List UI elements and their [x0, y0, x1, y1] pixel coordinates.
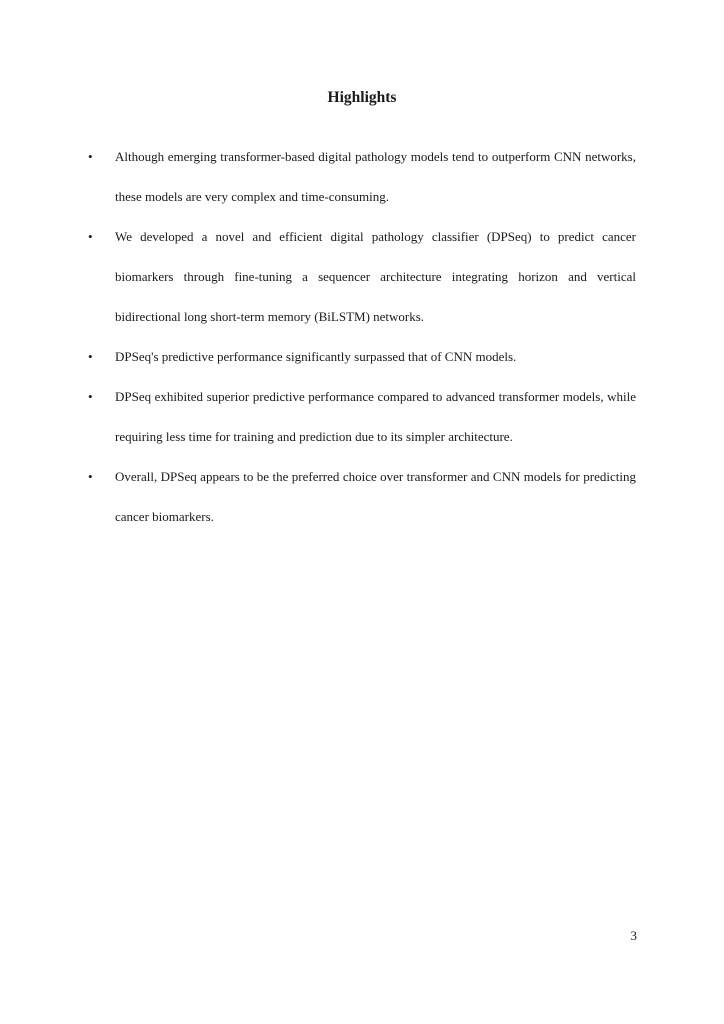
bullet-icon: • [88, 349, 93, 364]
bullet-icon: • [88, 229, 93, 244]
highlight-text: DPSeq exhibited superior predictive performance compared to advanced transformer models, while requiring less time for training and prediction due to its simpler architecture. [115, 389, 636, 444]
highlight-text: Overall, DPSeq appears to be the preferred choice over transformer and CNN models for predicting cancer biomarkers. [115, 469, 636, 524]
highlight-text: We developed a novel and efficient digital pathology classifier (DPSeq) to predict cancer biomarkers through fine-tuning a sequencer architecture integrating horizon and vertical bidirectional long short-term memory (BiLSTM) networks. [115, 229, 636, 324]
page-number: 3 [630, 928, 637, 943]
highlight-item [0, 377, 724, 457]
highlight-item [0, 457, 724, 537]
bullet-icon: • [88, 149, 93, 164]
highlight-text: DPSeq's predictive performance significantly surpassed that of CNN models. [115, 349, 517, 364]
highlight-item [0, 217, 724, 337]
highlight-text: Although emerging transformer-based digital pathology models tend to outperform CNN networks, these models are very complex and time-consuming. [115, 149, 636, 204]
bullet-icon: • [88, 469, 93, 484]
highlights-list [0, 137, 724, 537]
highlight-item [0, 337, 724, 377]
page-title: Highlights [327, 89, 397, 106]
bullet-icon: • [88, 389, 93, 404]
highlight-item [0, 137, 724, 217]
